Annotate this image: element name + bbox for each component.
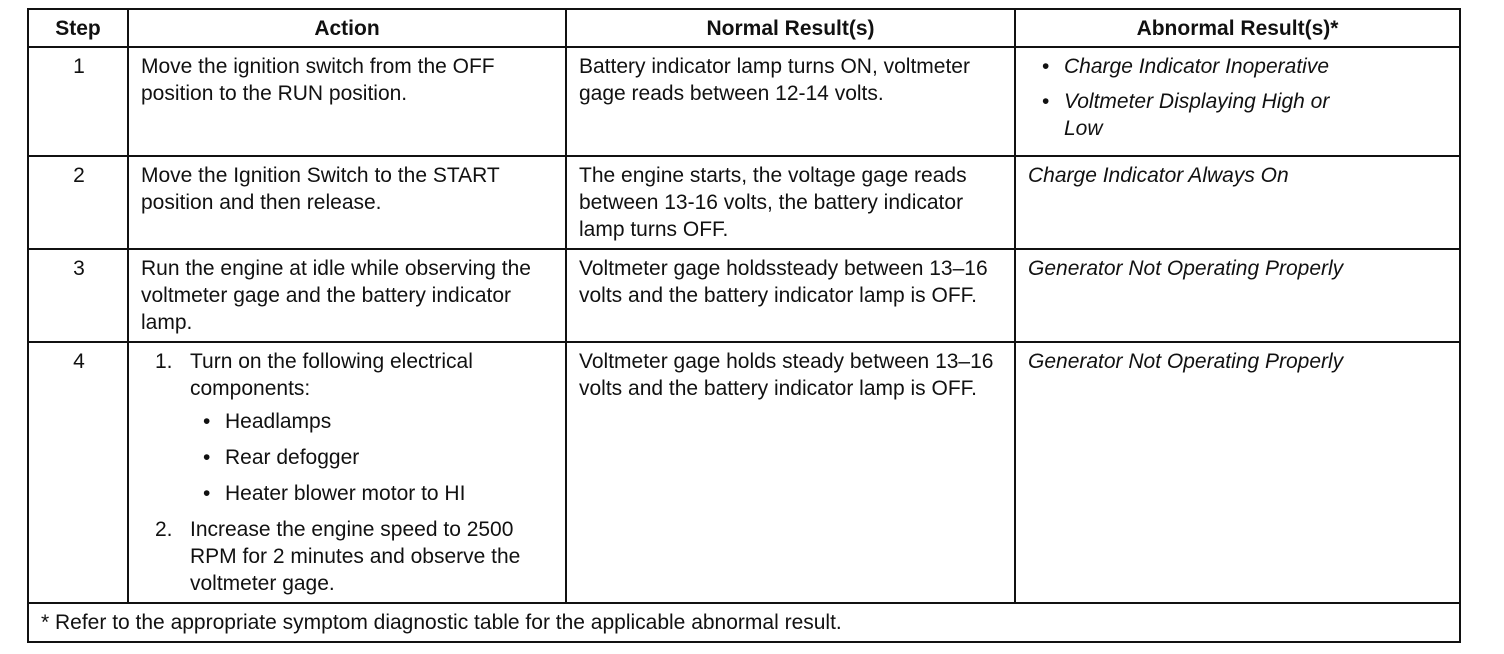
normal-result-cell: Voltmeter gage holdssteady between 13–16 volts and the battery indicator lamp is OFF. bbox=[566, 249, 1015, 342]
footnote: * Refer to the appropriate symptom diagnostic table for the applicable abnormal result. bbox=[28, 603, 1460, 642]
action-cell: Move the ignition switch from the OFF position to the RUN position. bbox=[128, 47, 566, 156]
header-normal-results: Normal Result(s) bbox=[566, 9, 1015, 47]
action-cell bbox=[128, 342, 566, 603]
abnormal-result-cell: Charge Indicator Always On bbox=[1015, 156, 1460, 249]
component-item: • Rear defogger bbox=[190, 444, 555, 471]
table-row bbox=[28, 47, 1460, 156]
step-number: 4 bbox=[28, 342, 128, 603]
action-cell: Run the engine at idle while observing the voltmeter gage and the battery indicator lamp. bbox=[128, 249, 566, 342]
action-step-text: Increase the engine speed to 2500 RPM for 2 minutes and observe the voltmeter gage. bbox=[190, 518, 521, 595]
normal-result-cell: The engine starts, the voltage gage reads between 13-16 volts, the battery indicator lamp turns OFF. bbox=[566, 156, 1015, 249]
step-number: 1 bbox=[28, 47, 128, 156]
diagnostic-table bbox=[27, 8, 1461, 643]
abnormal-result-cell: Generator Not Operating Properly bbox=[1015, 249, 1460, 342]
component-item: • Heater blower motor to HI bbox=[190, 480, 555, 507]
action-step-text: Turn on the following electrical components: bbox=[190, 350, 473, 400]
component-list bbox=[190, 408, 555, 507]
table-row bbox=[28, 249, 1460, 342]
abnormal-result-cell: Generator Not Operating Properly bbox=[1015, 342, 1460, 603]
action-cell: Move the Ignition Switch to the START position and then release. bbox=[128, 156, 566, 249]
table-row bbox=[28, 342, 1460, 603]
header-step: Step bbox=[28, 9, 128, 47]
table-row bbox=[28, 156, 1460, 249]
step-number: 2 bbox=[28, 156, 128, 249]
header-action: Action bbox=[128, 9, 566, 47]
footnote-row bbox=[28, 603, 1460, 642]
normal-result-cell: Battery indicator lamp turns ON, voltmeter gage reads between 12-14 volts. bbox=[566, 47, 1015, 156]
abnormal-result-list bbox=[1028, 53, 1449, 142]
action-step-list bbox=[133, 348, 555, 597]
action-step-number: 1. bbox=[155, 350, 173, 373]
header-abnormal-results: Abnormal Result(s)* bbox=[1015, 9, 1460, 47]
abnormal-result-cell bbox=[1015, 47, 1460, 156]
action-step-number: 2. bbox=[155, 518, 173, 541]
action-step bbox=[133, 516, 555, 597]
action-step bbox=[133, 348, 555, 507]
header-row bbox=[28, 9, 1460, 47]
abnormal-result-item: • Charge Indicator Inoperative bbox=[1028, 53, 1449, 80]
normal-result-cell: Voltmeter gage holds steady between 13–16 volts and the battery indicator lamp is OFF. bbox=[566, 342, 1015, 603]
step-number: 3 bbox=[28, 249, 128, 342]
abnormal-result-item: • Voltmeter Displaying High or Low bbox=[1028, 88, 1364, 142]
component-item: • Headlamps bbox=[190, 408, 555, 435]
